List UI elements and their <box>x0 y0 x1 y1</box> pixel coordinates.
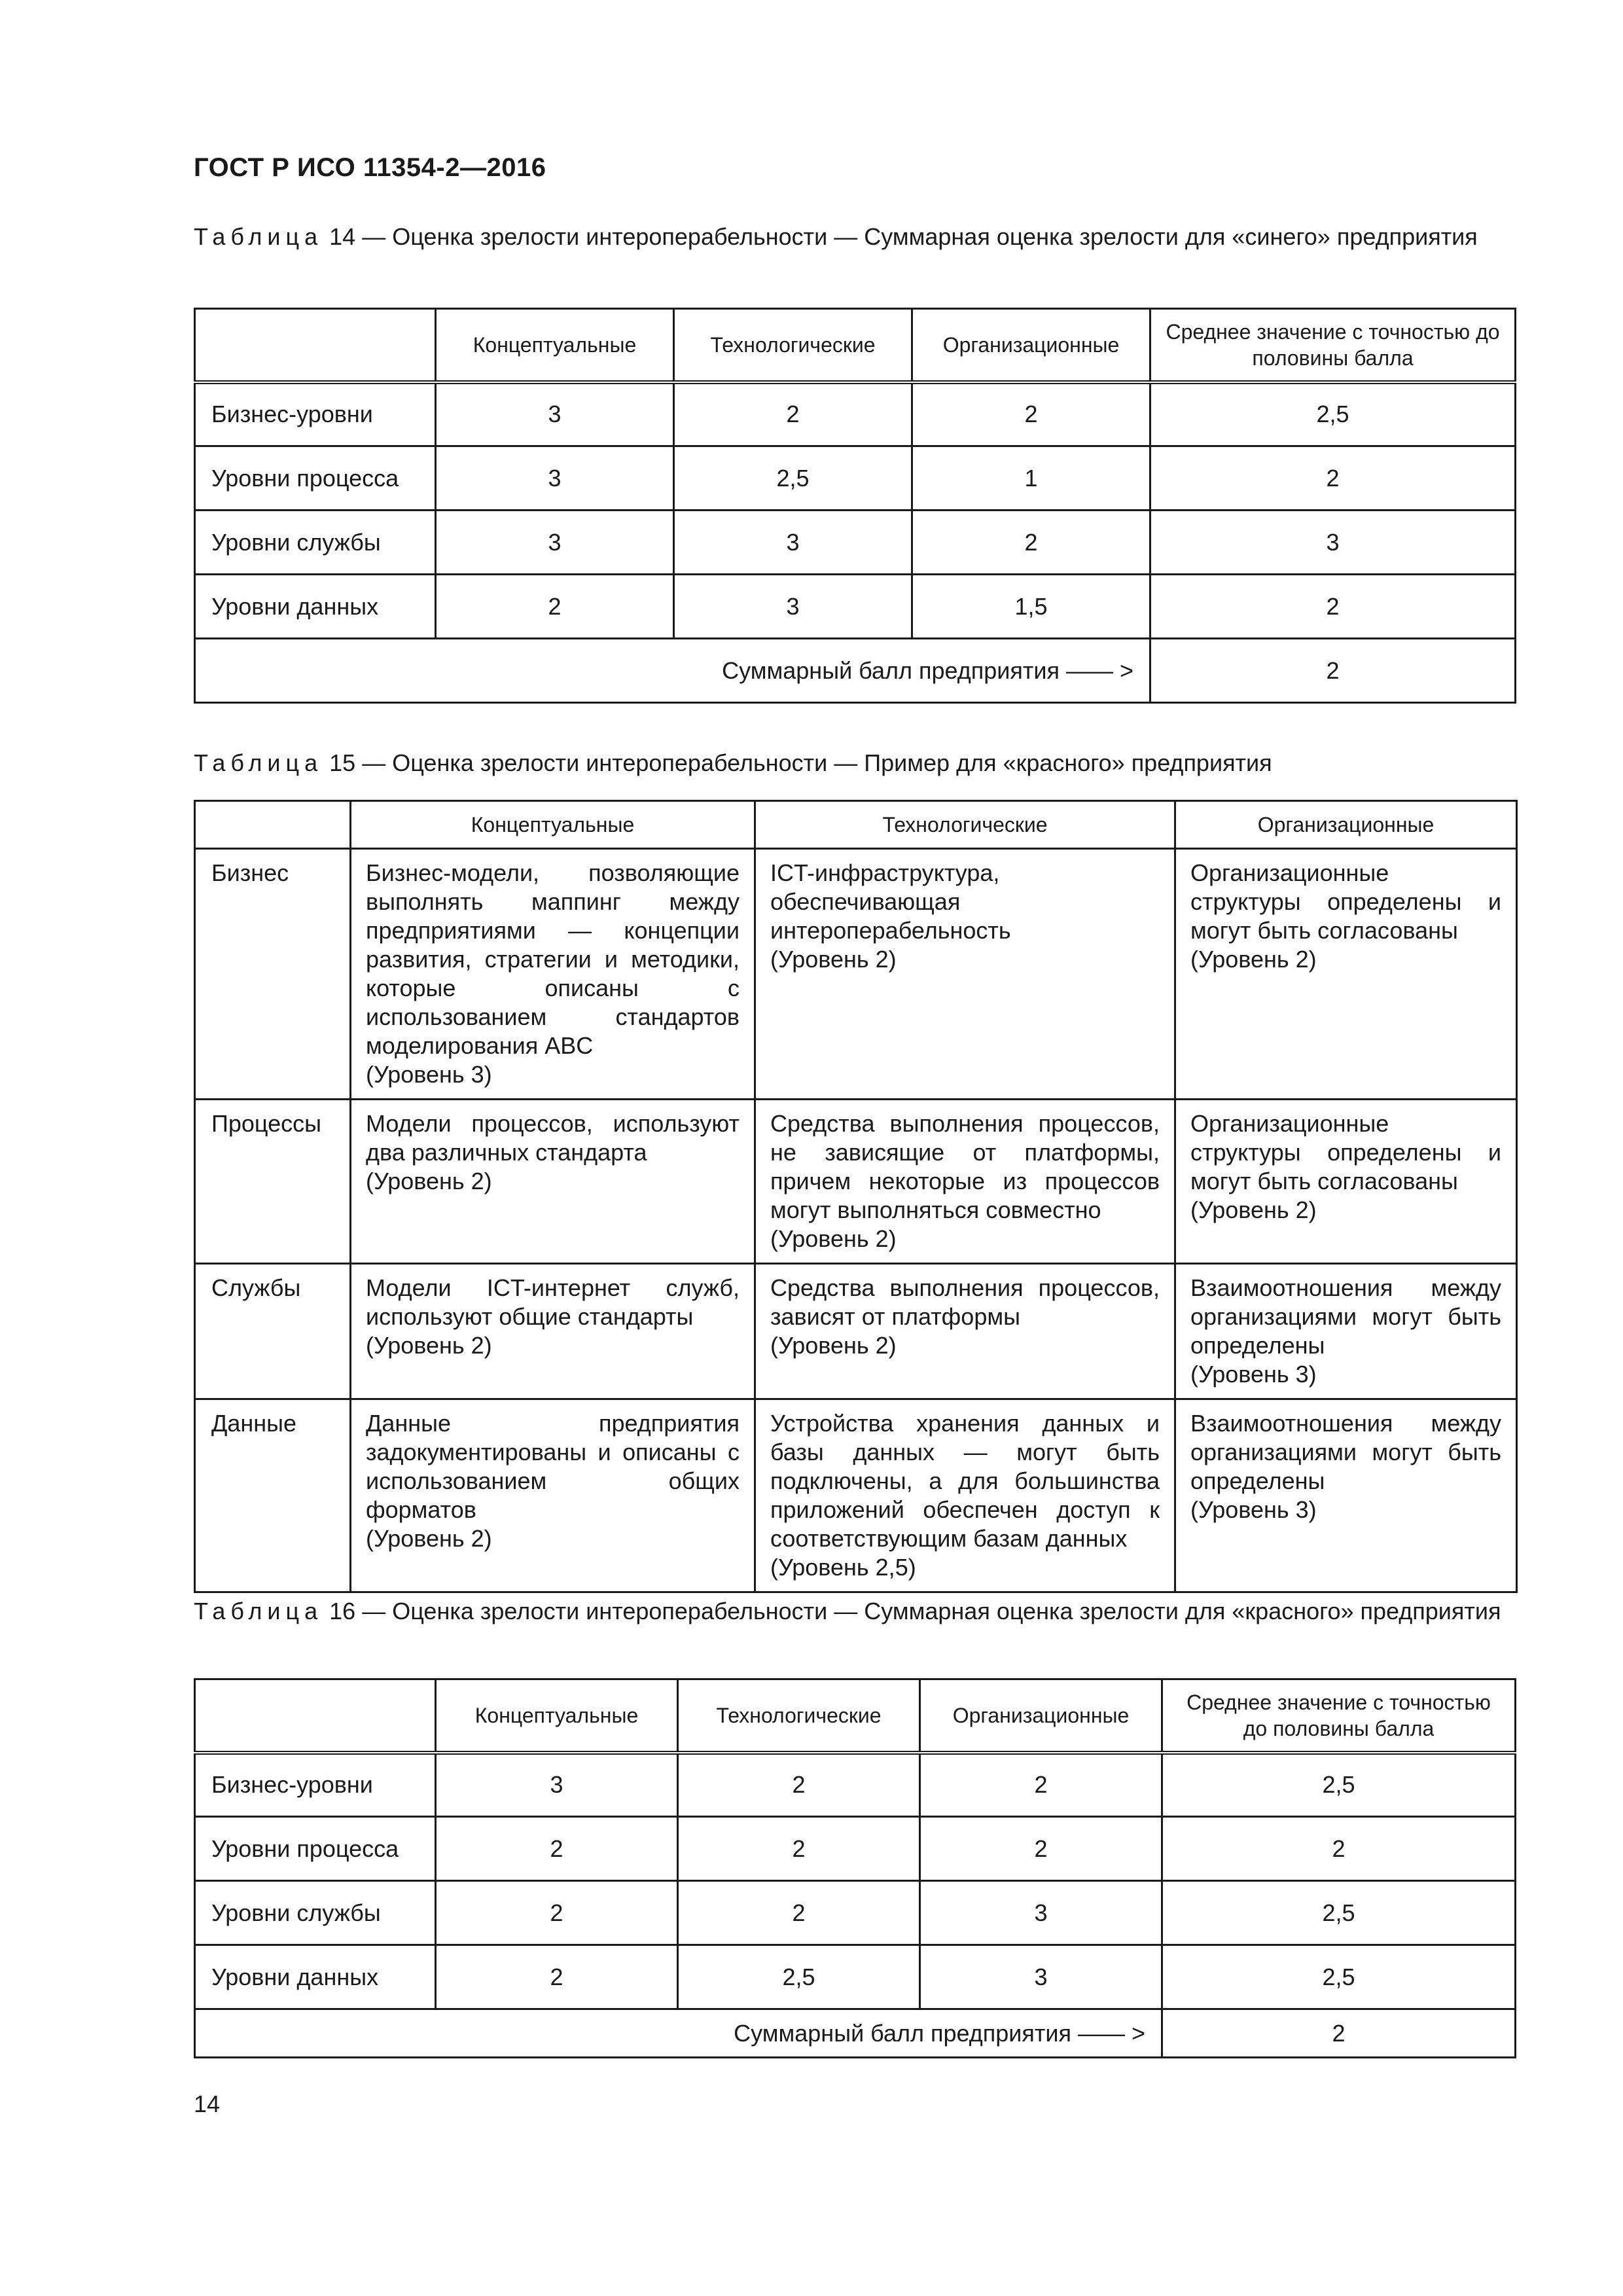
table-row <box>195 511 1516 575</box>
table14-header-corner <box>195 309 436 382</box>
cell-value: 2 <box>920 1753 1162 1817</box>
table16-header-average: Среднее значение с точностью до половины балла <box>1162 1679 1516 1753</box>
table16-header-organizational: Организационные <box>920 1679 1162 1753</box>
cell-value: 2 <box>436 1945 678 2009</box>
cell-value: 2,5 <box>674 446 912 511</box>
table15-caption <box>194 749 1514 778</box>
cell-text-content: Организационные структуры определены и могут быть согласованы (Уровень 2) <box>1190 1110 1501 1223</box>
table15-header-organizational: Организационные <box>1175 801 1517 849</box>
table16-caption-label: Таблица <box>194 1598 323 1624</box>
document-id-header: ГОСТ Р ИСО 11354-2—2016 <box>194 153 546 182</box>
total-value: 2 <box>1150 639 1516 703</box>
cell-value: 3 <box>674 575 912 639</box>
total-label: Суммарный балл предприятия —— > <box>195 2009 1162 2058</box>
cell-text <box>1175 849 1517 1100</box>
cell-value: 2 <box>920 1817 1162 1881</box>
cell-text-content: Средства выполнения процессов, не зависящие от платформы, причем некоторые из процессов могут выполняться совместно (Уровень 2) <box>770 1110 1160 1252</box>
table14-caption <box>194 223 1514 251</box>
cell-text <box>351 849 755 1100</box>
cell-text-content: Модели процессов, используют два различных стандарта (Уровень 2) <box>366 1110 740 1194</box>
cell-value: 3 <box>920 1945 1162 2009</box>
table15-header-corner <box>195 801 351 849</box>
table-row <box>195 575 1516 639</box>
cell-text <box>755 1399 1175 1592</box>
cell-value: 2 <box>678 1817 920 1881</box>
cell-text-content: Средства выполнения процессов, зависят от платформы (Уровень 2) <box>770 1274 1160 1359</box>
cell-value: 2,5 <box>678 1945 920 2009</box>
cell-value: 3 <box>1150 511 1516 575</box>
table14-header-conceptual: Концептуальные <box>436 309 674 382</box>
table15-caption-text: 15 — Оценка зрелости интероперабельности — Пример для «красного» предприятия <box>323 749 1272 776</box>
cell-value: 2,5 <box>1150 382 1516 446</box>
cell-text <box>1175 1100 1517 1264</box>
cell-text <box>351 1399 755 1592</box>
table14-header-organizational: Организационные <box>912 309 1150 382</box>
table-row <box>195 1817 1516 1881</box>
cell-value: 2 <box>674 382 912 446</box>
row-label: Процессы <box>195 1100 351 1264</box>
cell-value: 2 <box>912 382 1150 446</box>
cell-text-content: Взаимоотношения между организациями могут быть определены (Уровень 3) <box>1190 1410 1501 1523</box>
table14-caption-label: Таблица <box>194 223 323 250</box>
table14 <box>194 308 1516 704</box>
cell-text <box>755 1264 1175 1399</box>
cell-text <box>755 849 1175 1100</box>
row-label: Уровни процесса <box>195 1817 436 1881</box>
table16-total-row <box>195 2009 1516 2058</box>
cell-value: 2 <box>436 1881 678 1945</box>
table16-caption <box>194 1597 1514 1626</box>
table16-caption-text: 16 — Оценка зрелости интероперабельности — Суммарная оценка зрелости для «красного» предприятия <box>323 1598 1501 1624</box>
table15-caption-label: Таблица <box>194 749 323 776</box>
table-row <box>195 849 1517 1100</box>
table-row <box>195 382 1516 446</box>
table-row <box>195 1264 1517 1399</box>
cell-text <box>1175 1264 1517 1399</box>
cell-value: 3 <box>436 382 674 446</box>
cell-value: 3 <box>436 446 674 511</box>
cell-value: 1 <box>912 446 1150 511</box>
table15-header-row <box>195 801 1517 849</box>
cell-text-content: Данные предприятия задокументированы и описаны с использованием общих форматов (Уровень 2) <box>366 1410 740 1552</box>
row-label: Бизнес-уровни <box>195 1753 436 1817</box>
cell-value: 2,5 <box>1162 1881 1516 1945</box>
page-number: 14 <box>194 2090 221 2117</box>
cell-text <box>351 1100 755 1264</box>
row-label: Бизнес <box>195 849 351 1100</box>
table14-header-row <box>195 309 1516 382</box>
row-label: Данные <box>195 1399 351 1592</box>
cell-value: 3 <box>436 511 674 575</box>
cell-value: 2 <box>678 1753 920 1817</box>
table-row <box>195 1753 1516 1817</box>
cell-value: 2 <box>436 575 674 639</box>
table-row <box>195 1881 1516 1945</box>
row-label: Уровни процесса <box>195 446 436 511</box>
cell-text-content: ICT-инфраструктура, обеспечивающая интероперабельность (Уровень 2) <box>770 859 1011 973</box>
table16-header-row <box>195 1679 1516 1753</box>
row-label: Уровни данных <box>195 1945 436 2009</box>
cell-value: 2 <box>1150 446 1516 511</box>
cell-value: 2 <box>678 1881 920 1945</box>
total-value: 2 <box>1162 2009 1516 2058</box>
cell-value: 1,5 <box>912 575 1150 639</box>
total-label: Суммарный балл предприятия —— > <box>195 639 1150 703</box>
table14-total-row <box>195 639 1516 703</box>
cell-value: 2 <box>1162 1817 1516 1881</box>
table16-header-corner <box>195 1679 436 1753</box>
cell-text-content: Бизнес-модели, позволяющие выполнять маппинг между предприятиями — концепции развития, стратегии и методики, которые описаны с использованием стандартов моделирования ABC (Уровень 3) <box>366 859 740 1088</box>
row-label: Уровни службы <box>195 511 436 575</box>
table16-header-conceptual: Концептуальные <box>436 1679 678 1753</box>
table16-header-technological: Технологические <box>678 1679 920 1753</box>
table-row <box>195 1100 1517 1264</box>
cell-value: 2,5 <box>1162 1753 1516 1817</box>
cell-value: 2 <box>912 511 1150 575</box>
cell-text-content: Организационные структуры определены и могут быть согласованы (Уровень 2) <box>1190 859 1501 973</box>
table15-header-conceptual: Концептуальные <box>351 801 755 849</box>
cell-text-content: Взаимоотношения между организациями могут быть определены (Уровень 3) <box>1190 1274 1501 1388</box>
cell-value: 2 <box>1150 575 1516 639</box>
row-label: Бизнес-уровни <box>195 382 436 446</box>
row-label: Уровни данных <box>195 575 436 639</box>
table14-header-technological: Технологические <box>674 309 912 382</box>
cell-value: 3 <box>920 1881 1162 1945</box>
cell-text-content: Модели ICT-интернет служб, используют общие стандарты (Уровень 2) <box>366 1274 740 1359</box>
row-label: Службы <box>195 1264 351 1399</box>
table16 <box>194 1678 1516 2058</box>
cell-text <box>1175 1399 1517 1592</box>
cell-value: 2 <box>436 1817 678 1881</box>
cell-text <box>351 1264 755 1399</box>
table15-header-technological: Технологические <box>755 801 1175 849</box>
table15 <box>194 800 1518 1593</box>
table14-header-average: Среднее значение с точностью до половины балла <box>1150 309 1516 382</box>
table-row <box>195 446 1516 511</box>
row-label: Уровни службы <box>195 1881 436 1945</box>
table14-caption-text: 14 — Оценка зрелости интероперабельности — Суммарная оценка зрелости для «синего» предприятия <box>323 223 1478 250</box>
table-row <box>195 1399 1517 1592</box>
table-row <box>195 1945 1516 2009</box>
cell-value: 3 <box>436 1753 678 1817</box>
cell-text-content: Устройства хранения данных и базы данных — могут быть подключены, а для большинства приложений обеспечен доступ к соответствующим базам данных (Уровень 2,5) <box>770 1410 1160 1581</box>
cell-text <box>755 1100 1175 1264</box>
cell-value: 3 <box>674 511 912 575</box>
cell-value: 2,5 <box>1162 1945 1516 2009</box>
